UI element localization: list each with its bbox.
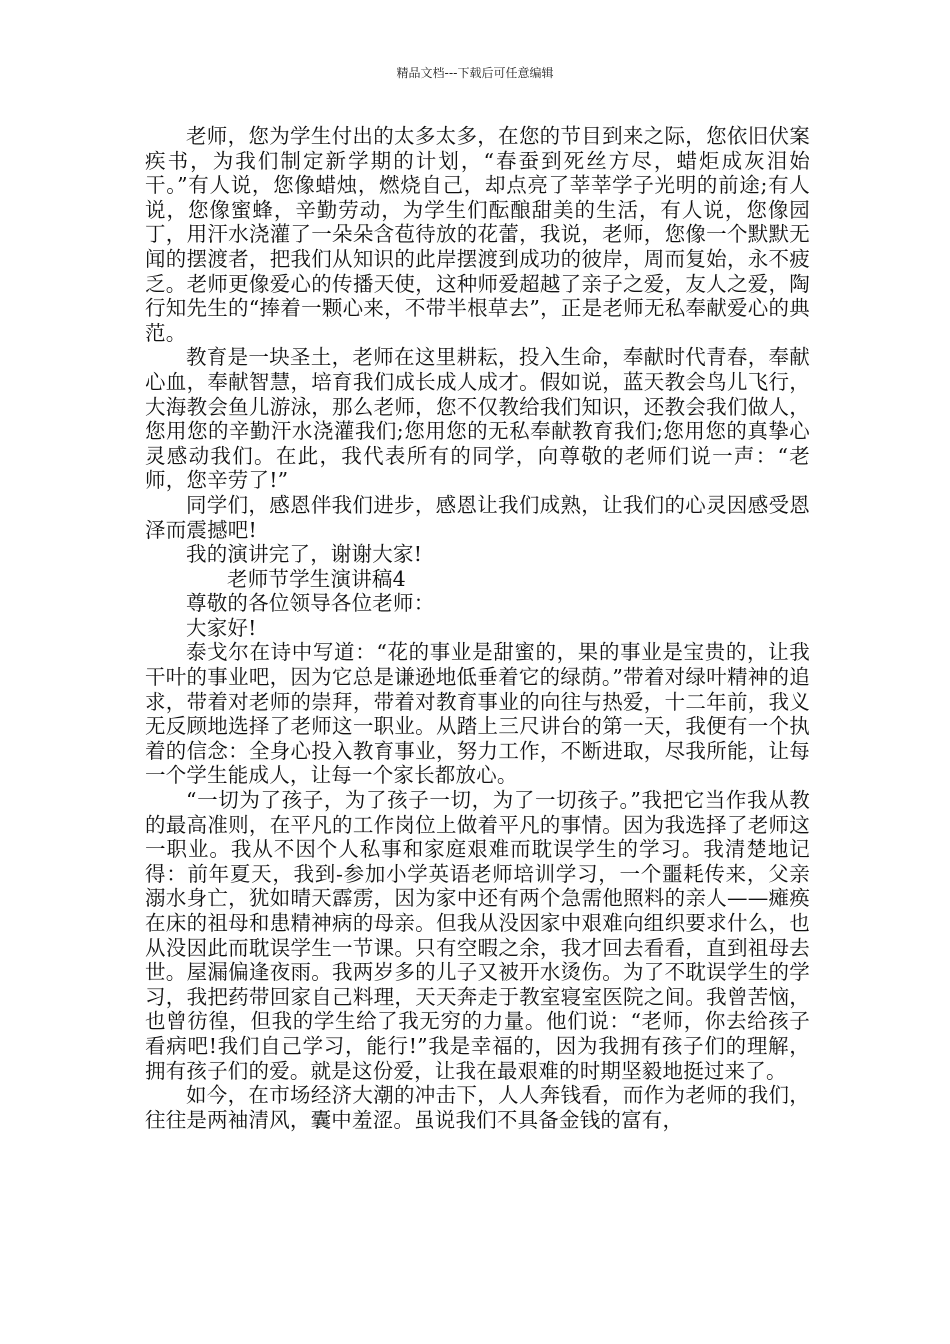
paragraph-teacher-praise: 老师，您为学生付出的太多太多，在您的节目到来之际，您依旧伏案疾书，为我们制定新学期的计划，“春蚕到死丝方尽，蜡炬成灰泪始干。”有人说，您像蜡烛，燃烧自己，却点亮了莘莘学子光明的前途;有人说，您像蜜蜂，辛勤劳动，为学生们酝酿甜美的生活，有人说，您像园丁，用汗水浇灌了一朵朵含苞待放的花蕾，我说，老师，您像一个默默无闻的摆渡者，把我们从知识的此岸摆渡到成功的彼岸，周而复始，永不疲乏。老师更像爱心的传播天使，这种师爱超越了亲子之爱，友人之爱，陶行知先生的“捧着一颗心来，不带半根草去”，正是老师无私奉献爱心的典范。 <box>145 124 810 345</box>
paragraph-for-children: “一切为了孩子，为了孩子一切，为了一切孩子。”我把它当作我从教的最高准则，在平凡的工作岗位上做着平凡的事情。因为我选择了老师这一职业。我从不因个人私事和家庭艰难而耽误学生的学习。我清楚地记得：前年夏天，我到-参加小学英语老师培训学习，一个噩耗传来，父亲溺水身亡，犹如晴天霹雳，因为家中还有两个急需他照料的亲人——瘫痪在床的祖母和患精神病的母亲。但我从没因家中艰难向组织要求什么，也从没因此而耽误学生一节课。只有空暇之余，我才回去看看，直到祖母去世。屋漏偏逢夜雨。我两岁多的儿子又被开水烫伤。为了不耽误学生的学习，我把药带回家自己料理，天天奔走于教室寝室医院之间。我曾苦恼，也曾彷徨，但我的学生给了我无穷的力量。他们说：“老师，你去给孩子看病吧!我们自己学习，能行!”我是幸福的，因为我拥有孩子们的理解，拥有孩子们的爱。就是这份爱，让我在最艰难的时期坚毅地挺过来了。 <box>145 788 810 1083</box>
salutation: 尊敬的各位领导各位老师： <box>186 591 435 616</box>
paragraph-gratitude: 同学们，感恩伴我们进步，感恩让我们成熟，让我们的心灵因感受恩泽而震撼吧! <box>145 492 810 542</box>
document-body <box>145 124 810 1132</box>
paragraph-tagore: 泰戈尔在诗中写道：“花的事业是甜蜜的，果的事业是宝贵的，让我干叶的事业吧，因为它总是谦逊地低垂着它的绿荫。”带着对绿叶精神的追求，带着对老师的崇拜，带着对教育事业的向往与热爱，十二年前，我义无反顾地选择了老师这一职业。从踏上三尺讲台的第一天，我便有一个执着的信念：全身心投入教育事业，努力工作，不断进取，尽我所能，让每一个学生能成人，让每一个家长都放心。 <box>145 640 810 788</box>
paragraph-market-economy: 如今，在市场经济大潮的冲击下，人人奔钱看，而作为老师的我们，往往是两袖清风，囊中羞涩。虽说我们不具备金钱的富有， <box>145 1083 810 1132</box>
paragraph-closing: 我的演讲完了，谢谢大家! <box>186 542 423 567</box>
page-header: 精品文档---下载后可任意编辑 <box>396 66 554 80</box>
paragraph-education-holy-land: 教育是一块圣土，老师在这里耕耘，投入生命，奉献时代青春，奉献心血，奉献智慧，培育我们成长成人成才。假如说，蓝天教会鸟儿飞行，大海教会鱼儿游泳，那么老师，您不仅教给我们知识，还教会我们做人，您用您的辛勤汗水浇灌我们;您用您的无私奉献教育我们;您用您的真挚心灵感动我们。在此，我代表所有的同学，向尊敬的老师们说一声：“老师，您辛劳了!” <box>145 345 810 493</box>
greeting: 大家好! <box>186 615 257 640</box>
section-title: 老师节学生演讲稿4 <box>227 566 406 591</box>
